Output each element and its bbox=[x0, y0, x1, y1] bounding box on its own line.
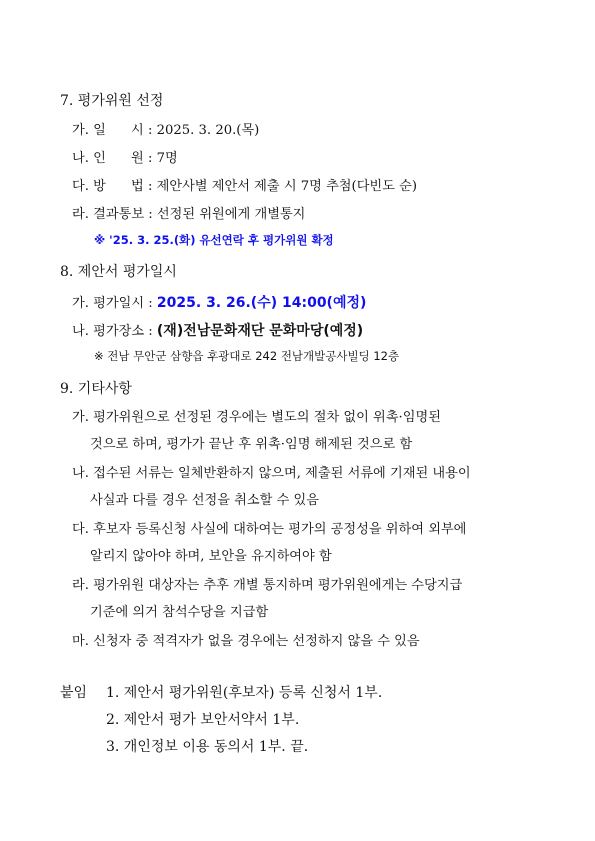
section-7-heading: 7. 평가위원 선정 bbox=[60, 93, 164, 109]
selection-method-value: 제안사별 제안서 제출 시 7명 추첨(다빈도 순) bbox=[156, 179, 417, 194]
other-item-ra-line2: 기준에 의거 참석수당을 지급함 bbox=[90, 605, 269, 620]
other-item-ga-line1: 가. 평가위원으로 선정된 경우에는 별도의 절차 없이 위촉·임명된 bbox=[72, 410, 441, 425]
evaluation-datetime-label: 가. 평가일시 : bbox=[72, 296, 157, 311]
section-9-heading: 9. 기타사항 bbox=[60, 381, 132, 397]
selection-notify bbox=[72, 206, 305, 224]
selection-note: ※ '25. 3. 25.(화) 유선연락 후 평가위원 확정 bbox=[94, 233, 334, 247]
other-item-da-line1: 다. 후보자 등록신청 사실에 대하여는 평가의 공정성을 위하여 외부에 bbox=[72, 522, 467, 537]
other-item-da-line2: 알리지 않아야 하며, 보안을 유지하여야 함 bbox=[90, 549, 332, 564]
evaluation-place-label: 나. 평가장소 : bbox=[72, 324, 157, 339]
selection-number-value: 7명 bbox=[156, 151, 178, 166]
selection-date bbox=[72, 122, 259, 140]
evaluation-datetime-value: 2025. 3. 26.(수) 14:00(예정) bbox=[156, 295, 367, 311]
attachments-label: 붙임 bbox=[60, 685, 88, 701]
selection-number-label: 나. 인 원 : bbox=[72, 151, 157, 166]
attachment-item-2: 2. 제안서 평가 보안서약서 1부. bbox=[106, 712, 300, 728]
selection-date-value: 2025. 3. 20.(목) bbox=[156, 123, 260, 138]
attachment-item-3: 3. 개인정보 이용 동의서 1부. 끝. bbox=[106, 739, 309, 755]
evaluation-place-value: (재)전남문화재단 문화마당(예정) bbox=[156, 323, 364, 339]
other-item-na-line1: 나. 접수된 서류는 일체반환하지 않으며, 제출된 서류에 기재된 내용이 bbox=[72, 466, 471, 481]
other-item-ma-line1: 마. 신청자 중 적격자가 없을 경우에는 선정하지 않을 수 있음 bbox=[72, 634, 420, 649]
attachment-item-1: 1. 제안서 평가위원(후보자) 등록 신청서 1부. bbox=[106, 685, 383, 701]
selection-method-label: 다. 방 법 : bbox=[72, 179, 157, 194]
other-item-ga-line2: 것으로 하며, 평가가 끝난 후 위촉·임명 해제된 것으로 함 bbox=[90, 437, 413, 452]
selection-date-label: 가. 일 시 : bbox=[72, 123, 157, 138]
selection-notify-value: 선정된 위원에게 개별통지 bbox=[156, 207, 306, 222]
evaluation-place bbox=[72, 322, 363, 341]
section-8-heading: 8. 제안서 평가일시 bbox=[60, 264, 177, 280]
other-item-na-line2: 사실과 다를 경우 선정을 취소할 수 있음 bbox=[90, 493, 319, 508]
evaluation-datetime bbox=[72, 294, 366, 313]
selection-notify-label: 라. 결과통보 : bbox=[72, 207, 157, 222]
evaluation-address: ※ 전남 무안군 삼향읍 후광대로 242 전남개발공사빌딩 12층 bbox=[94, 349, 400, 363]
selection-method bbox=[72, 178, 417, 196]
selection-number bbox=[72, 150, 178, 168]
other-item-ra-line1: 라. 평가위원 대상자는 추후 개별 통지하며 평가위원에게는 수당지급 bbox=[72, 578, 463, 593]
